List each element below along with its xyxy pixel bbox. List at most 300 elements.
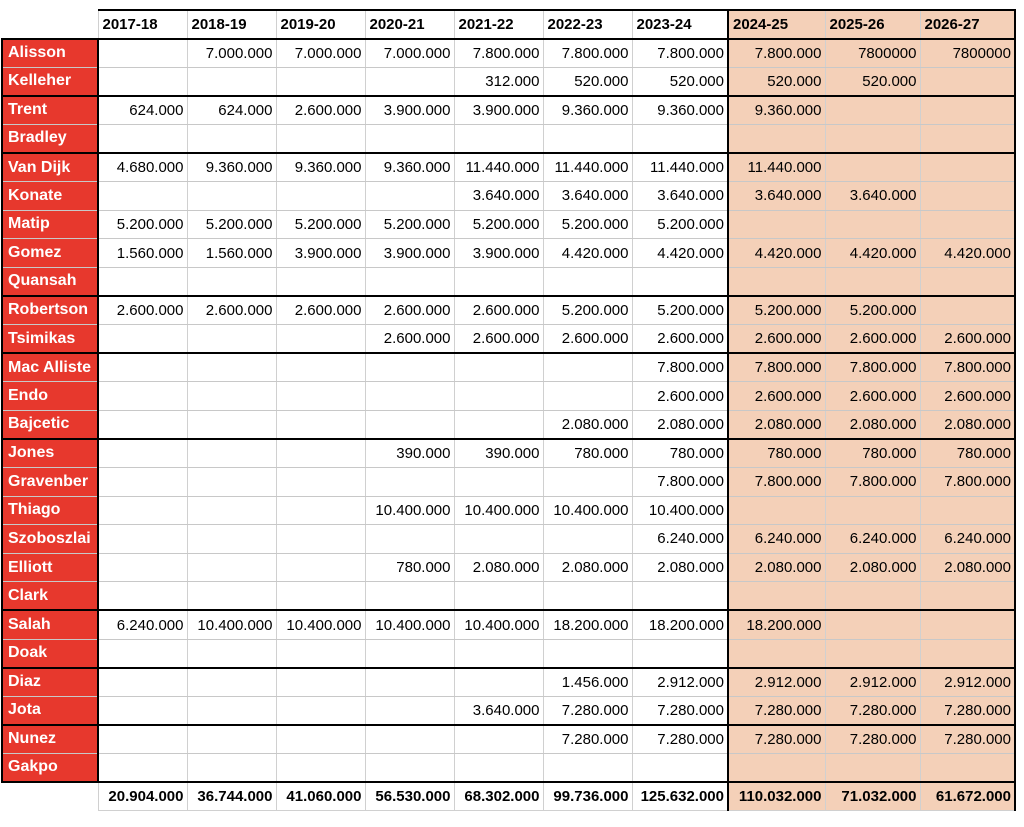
salary-cell[interactable] — [276, 382, 365, 411]
salary-cell[interactable]: 18.200.000 — [543, 610, 632, 639]
salary-cell[interactable] — [365, 525, 454, 554]
salary-cell[interactable]: 7800000 — [920, 39, 1015, 68]
salary-cell[interactable]: 390.000 — [454, 439, 543, 468]
salary-cell[interactable] — [920, 639, 1015, 668]
salary-cell[interactable]: 3.900.000 — [276, 239, 365, 268]
salary-cell[interactable]: 11.440.000 — [728, 153, 825, 182]
salary-cell[interactable]: 520.000 — [825, 67, 920, 96]
salary-cell[interactable]: 7.800.000 — [825, 468, 920, 497]
salary-cell[interactable]: 5.200.000 — [98, 210, 187, 239]
salary-cell[interactable]: 5.200.000 — [825, 296, 920, 325]
salary-cell[interactable] — [98, 439, 187, 468]
salary-cell[interactable]: 2.080.000 — [825, 553, 920, 582]
player-name[interactable]: Quansah — [2, 267, 98, 296]
salary-cell[interactable] — [454, 525, 543, 554]
salary-cell[interactable] — [454, 582, 543, 611]
salary-cell[interactable]: 10.400.000 — [543, 496, 632, 525]
salary-cell[interactable] — [920, 124, 1015, 153]
salary-cell[interactable]: 7.000.000 — [365, 39, 454, 68]
salary-cell[interactable] — [187, 668, 276, 697]
salary-cell[interactable] — [543, 353, 632, 382]
salary-cell[interactable] — [187, 353, 276, 382]
player-name[interactable]: Mac Alliste — [2, 353, 98, 382]
salary-cell[interactable]: 5.200.000 — [543, 296, 632, 325]
salary-cell[interactable] — [187, 410, 276, 439]
salary-cell[interactable]: 2.080.000 — [543, 553, 632, 582]
salary-cell[interactable] — [98, 725, 187, 754]
salary-cell[interactable] — [276, 696, 365, 725]
salary-cell[interactable] — [365, 67, 454, 96]
salary-cell[interactable]: 312.000 — [454, 67, 543, 96]
salary-cell[interactable] — [632, 639, 728, 668]
salary-cell[interactable]: 2.912.000 — [825, 668, 920, 697]
salary-cell[interactable] — [825, 153, 920, 182]
season-header[interactable]: 2018-19 — [187, 10, 276, 39]
salary-cell[interactable]: 7.280.000 — [543, 725, 632, 754]
salary-cell[interactable]: 2.912.000 — [632, 668, 728, 697]
salary-cell[interactable]: 7.280.000 — [825, 696, 920, 725]
total-cell[interactable]: 71.032.000 — [825, 782, 920, 811]
total-cell[interactable]: 56.530.000 — [365, 782, 454, 811]
salary-cell[interactable]: 3.900.000 — [365, 96, 454, 125]
salary-cell[interactable] — [365, 468, 454, 497]
player-name[interactable]: Doak — [2, 639, 98, 668]
salary-cell[interactable] — [187, 496, 276, 525]
salary-cell[interactable]: 2.080.000 — [632, 410, 728, 439]
salary-cell[interactable] — [98, 696, 187, 725]
player-name[interactable]: Alisson — [2, 39, 98, 68]
salary-cell[interactable]: 7.280.000 — [543, 696, 632, 725]
player-name[interactable]: Endo — [2, 382, 98, 411]
total-cell[interactable]: 99.736.000 — [543, 782, 632, 811]
salary-cell[interactable] — [825, 124, 920, 153]
player-name[interactable]: Bradley — [2, 124, 98, 153]
salary-cell[interactable]: 7.800.000 — [825, 353, 920, 382]
player-name[interactable]: Clark — [2, 582, 98, 611]
player-name[interactable]: Gomez — [2, 239, 98, 268]
salary-cell[interactable]: 2.080.000 — [728, 553, 825, 582]
salary-cell[interactable]: 3.640.000 — [454, 182, 543, 211]
salary-cell[interactable]: 4.680.000 — [98, 153, 187, 182]
salary-cell[interactable]: 3.640.000 — [728, 182, 825, 211]
salary-cell[interactable] — [187, 639, 276, 668]
salary-cell[interactable]: 18.200.000 — [632, 610, 728, 639]
salary-cell[interactable] — [454, 410, 543, 439]
salary-cell[interactable] — [728, 210, 825, 239]
salary-cell[interactable]: 2.600.000 — [632, 382, 728, 411]
salary-cell[interactable]: 7.800.000 — [454, 39, 543, 68]
salary-cell[interactable] — [920, 267, 1015, 296]
player-name[interactable]: Diaz — [2, 668, 98, 697]
salary-cell[interactable]: 7.280.000 — [920, 696, 1015, 725]
salary-cell[interactable] — [98, 182, 187, 211]
salary-cell[interactable]: 9.360.000 — [187, 153, 276, 182]
salary-cell[interactable] — [365, 696, 454, 725]
salary-cell[interactable] — [543, 468, 632, 497]
salary-cell[interactable]: 780.000 — [632, 439, 728, 468]
salary-cell[interactable] — [920, 753, 1015, 782]
salary-cell[interactable]: 9.360.000 — [365, 153, 454, 182]
season-header[interactable]: 2017-18 — [98, 10, 187, 39]
salary-cell[interactable]: 4.420.000 — [543, 239, 632, 268]
salary-cell[interactable]: 7.800.000 — [728, 468, 825, 497]
salary-cell[interactable]: 624.000 — [98, 96, 187, 125]
salary-cell[interactable]: 7.800.000 — [920, 468, 1015, 497]
player-name[interactable]: Gakpo — [2, 753, 98, 782]
salary-cell[interactable]: 3.900.000 — [454, 239, 543, 268]
player-name[interactable]: Van Dijk — [2, 153, 98, 182]
salary-cell[interactable]: 3.640.000 — [454, 696, 543, 725]
player-name[interactable]: Szoboszlai — [2, 525, 98, 554]
salary-cell[interactable] — [276, 525, 365, 554]
salary-cell[interactable]: 7.280.000 — [825, 725, 920, 754]
salary-cell[interactable] — [825, 210, 920, 239]
salary-cell[interactable] — [98, 382, 187, 411]
salary-cell[interactable] — [920, 582, 1015, 611]
salary-cell[interactable] — [187, 382, 276, 411]
salary-cell[interactable]: 780.000 — [543, 439, 632, 468]
salary-cell[interactable] — [632, 267, 728, 296]
salary-cell[interactable] — [187, 582, 276, 611]
salary-cell[interactable]: 4.420.000 — [825, 239, 920, 268]
salary-cell[interactable] — [98, 410, 187, 439]
total-cell[interactable]: 41.060.000 — [276, 782, 365, 811]
salary-cell[interactable] — [543, 124, 632, 153]
salary-cell[interactable]: 18.200.000 — [728, 610, 825, 639]
salary-cell[interactable]: 6.240.000 — [920, 525, 1015, 554]
salary-cell[interactable] — [543, 525, 632, 554]
salary-cell[interactable]: 3.900.000 — [454, 96, 543, 125]
player-name[interactable]: Bajcetic — [2, 410, 98, 439]
salary-cell[interactable] — [365, 668, 454, 697]
player-name[interactable]: Thiago — [2, 496, 98, 525]
season-header[interactable]: 2022-23 — [543, 10, 632, 39]
salary-cell[interactable] — [543, 382, 632, 411]
salary-cell[interactable]: 7800000 — [825, 39, 920, 68]
salary-cell[interactable] — [920, 496, 1015, 525]
salary-cell[interactable] — [276, 496, 365, 525]
salary-cell[interactable] — [728, 753, 825, 782]
salary-cell[interactable]: 6.240.000 — [728, 525, 825, 554]
salary-cell[interactable]: 7.800.000 — [543, 39, 632, 68]
season-header[interactable]: 2024-25 — [728, 10, 825, 39]
salary-cell[interactable] — [825, 496, 920, 525]
salary-cell[interactable]: 11.440.000 — [454, 153, 543, 182]
salary-cell[interactable]: 2.600.000 — [365, 325, 454, 354]
salary-cell[interactable] — [276, 410, 365, 439]
season-header[interactable]: 2021-22 — [454, 10, 543, 39]
salary-cell[interactable] — [920, 182, 1015, 211]
salary-cell[interactable] — [365, 753, 454, 782]
salary-cell[interactable]: 520.000 — [632, 67, 728, 96]
salary-cell[interactable] — [98, 496, 187, 525]
totals-label-cell[interactable] — [2, 782, 98, 811]
salary-cell[interactable]: 2.080.000 — [920, 553, 1015, 582]
salary-cell[interactable]: 9.360.000 — [543, 96, 632, 125]
salary-cell[interactable] — [920, 210, 1015, 239]
salary-cell[interactable] — [276, 639, 365, 668]
salary-cell[interactable]: 2.600.000 — [920, 325, 1015, 354]
salary-cell[interactable]: 11.440.000 — [632, 153, 728, 182]
salary-cell[interactable]: 7.800.000 — [728, 353, 825, 382]
salary-cell[interactable]: 2.600.000 — [632, 325, 728, 354]
salary-cell[interactable] — [98, 124, 187, 153]
salary-cell[interactable] — [187, 124, 276, 153]
salary-cell[interactable]: 2.600.000 — [728, 382, 825, 411]
salary-cell[interactable]: 10.400.000 — [365, 496, 454, 525]
salary-cell[interactable]: 1.456.000 — [543, 668, 632, 697]
salary-cell[interactable]: 2.600.000 — [98, 296, 187, 325]
salary-cell[interactable] — [187, 525, 276, 554]
salary-cell[interactable]: 7.800.000 — [632, 468, 728, 497]
salary-cell[interactable] — [276, 325, 365, 354]
salary-cell[interactable]: 4.420.000 — [920, 239, 1015, 268]
salary-cell[interactable] — [276, 725, 365, 754]
salary-cell[interactable]: 2.600.000 — [454, 325, 543, 354]
player-name[interactable]: Elliott — [2, 553, 98, 582]
salary-cell[interactable]: 2.912.000 — [728, 668, 825, 697]
salary-cell[interactable]: 5.200.000 — [632, 296, 728, 325]
salary-cell[interactable] — [98, 668, 187, 697]
salary-cell[interactable]: 780.000 — [825, 439, 920, 468]
salary-cell[interactable]: 2.600.000 — [276, 296, 365, 325]
salary-cell[interactable] — [187, 267, 276, 296]
salary-cell[interactable]: 780.000 — [728, 439, 825, 468]
salary-cell[interactable]: 9.360.000 — [632, 96, 728, 125]
salary-cell[interactable]: 6.240.000 — [98, 610, 187, 639]
player-name[interactable]: Robertson — [2, 296, 98, 325]
salary-cell[interactable] — [98, 468, 187, 497]
player-name[interactable]: Kelleher — [2, 67, 98, 96]
salary-cell[interactable] — [365, 267, 454, 296]
salary-cell[interactable] — [276, 468, 365, 497]
salary-cell[interactable]: 2.080.000 — [632, 553, 728, 582]
salary-cell[interactable]: 6.240.000 — [825, 525, 920, 554]
salary-cell[interactable]: 3.640.000 — [632, 182, 728, 211]
salary-cell[interactable] — [365, 124, 454, 153]
salary-cell[interactable]: 3.640.000 — [825, 182, 920, 211]
salary-cell[interactable] — [454, 668, 543, 697]
salary-cell[interactable] — [365, 182, 454, 211]
salary-cell[interactable]: 5.200.000 — [187, 210, 276, 239]
player-name[interactable]: Konate — [2, 182, 98, 211]
salary-cell[interactable] — [920, 610, 1015, 639]
salary-cell[interactable] — [454, 267, 543, 296]
player-name[interactable]: Salah — [2, 610, 98, 639]
salary-cell[interactable]: 2.080.000 — [920, 410, 1015, 439]
salary-cell[interactable]: 520.000 — [543, 67, 632, 96]
salary-cell[interactable] — [276, 267, 365, 296]
salary-cell[interactable] — [728, 124, 825, 153]
season-header[interactable]: 2026-27 — [920, 10, 1015, 39]
salary-cell[interactable]: 2.600.000 — [187, 296, 276, 325]
salary-cell[interactable]: 10.400.000 — [187, 610, 276, 639]
salary-cell[interactable]: 7.280.000 — [728, 725, 825, 754]
total-cell[interactable]: 110.032.000 — [728, 782, 825, 811]
salary-cell[interactable] — [825, 582, 920, 611]
salary-cell[interactable]: 10.400.000 — [365, 610, 454, 639]
salary-cell[interactable]: 5.200.000 — [728, 296, 825, 325]
salary-cell[interactable]: 390.000 — [365, 439, 454, 468]
salary-cell[interactable]: 3.900.000 — [365, 239, 454, 268]
salary-cell[interactable] — [728, 496, 825, 525]
salary-cell[interactable] — [825, 96, 920, 125]
salary-cell[interactable]: 2.600.000 — [276, 96, 365, 125]
salary-cell[interactable]: 7.280.000 — [920, 725, 1015, 754]
salary-cell[interactable] — [454, 753, 543, 782]
salary-cell[interactable]: 7.280.000 — [632, 725, 728, 754]
player-name[interactable]: Matip — [2, 210, 98, 239]
salary-cell[interactable] — [543, 267, 632, 296]
total-cell[interactable]: 68.302.000 — [454, 782, 543, 811]
salary-cell[interactable]: 5.200.000 — [632, 210, 728, 239]
salary-cell[interactable] — [276, 668, 365, 697]
salary-cell[interactable]: 2.600.000 — [920, 382, 1015, 411]
salary-cell[interactable] — [728, 267, 825, 296]
salary-cell[interactable] — [276, 124, 365, 153]
player-name[interactable]: Jota — [2, 696, 98, 725]
salary-cell[interactable]: 2.600.000 — [543, 325, 632, 354]
salary-cell[interactable] — [454, 353, 543, 382]
season-header[interactable]: 2025-26 — [825, 10, 920, 39]
salary-cell[interactable] — [98, 325, 187, 354]
salary-cell[interactable] — [543, 582, 632, 611]
salary-cell[interactable] — [98, 639, 187, 668]
salary-cell[interactable]: 2.600.000 — [825, 325, 920, 354]
salary-cell[interactable]: 2.600.000 — [728, 325, 825, 354]
salary-cell[interactable]: 2.600.000 — [825, 382, 920, 411]
salary-cell[interactable] — [365, 582, 454, 611]
corner-cell[interactable] — [2, 10, 98, 39]
salary-cell[interactable]: 2.080.000 — [825, 410, 920, 439]
salary-cell[interactable] — [454, 382, 543, 411]
salary-cell[interactable]: 1.560.000 — [187, 239, 276, 268]
salary-cell[interactable]: 10.400.000 — [632, 496, 728, 525]
salary-cell[interactable] — [187, 439, 276, 468]
player-name[interactable]: Nunez — [2, 725, 98, 754]
salary-cell[interactable] — [98, 267, 187, 296]
salary-cell[interactable] — [365, 353, 454, 382]
salary-cell[interactable]: 10.400.000 — [276, 610, 365, 639]
salary-cell[interactable]: 2.600.000 — [365, 296, 454, 325]
salary-cell[interactable]: 9.360.000 — [728, 96, 825, 125]
salary-cell[interactable] — [98, 553, 187, 582]
salary-cell[interactable] — [98, 582, 187, 611]
salary-cell[interactable] — [276, 353, 365, 382]
salary-cell[interactable] — [365, 382, 454, 411]
salary-cell[interactable] — [632, 753, 728, 782]
salary-cell[interactable]: 7.800.000 — [728, 39, 825, 68]
salary-cell[interactable]: 4.420.000 — [632, 239, 728, 268]
salary-cell[interactable]: 4.420.000 — [728, 239, 825, 268]
salary-cell[interactable] — [920, 153, 1015, 182]
salary-cell[interactable] — [632, 124, 728, 153]
salary-cell[interactable] — [728, 639, 825, 668]
salary-cell[interactable] — [825, 639, 920, 668]
salary-cell[interactable] — [825, 753, 920, 782]
salary-cell[interactable]: 7.000.000 — [187, 39, 276, 68]
salary-cell[interactable] — [454, 725, 543, 754]
salary-cell[interactable]: 2.080.000 — [454, 553, 543, 582]
salary-cell[interactable] — [187, 325, 276, 354]
salary-cell[interactable] — [187, 468, 276, 497]
salary-cell[interactable]: 520.000 — [728, 67, 825, 96]
salary-cell[interactable] — [454, 124, 543, 153]
salary-cell[interactable] — [276, 582, 365, 611]
salary-cell[interactable]: 10.400.000 — [454, 610, 543, 639]
salary-cell[interactable]: 10.400.000 — [454, 496, 543, 525]
total-cell[interactable]: 61.672.000 — [920, 782, 1015, 811]
salary-cell[interactable] — [920, 96, 1015, 125]
salary-cell[interactable] — [920, 67, 1015, 96]
salary-cell[interactable] — [98, 525, 187, 554]
salary-cell[interactable]: 7.800.000 — [632, 39, 728, 68]
salary-cell[interactable] — [187, 67, 276, 96]
salary-cell[interactable] — [276, 439, 365, 468]
salary-cell[interactable] — [728, 582, 825, 611]
salary-cell[interactable] — [365, 725, 454, 754]
salary-cell[interactable] — [920, 296, 1015, 325]
salary-cell[interactable]: 6.240.000 — [632, 525, 728, 554]
salary-cell[interactable] — [276, 753, 365, 782]
salary-cell[interactable] — [454, 639, 543, 668]
salary-cell[interactable]: 780.000 — [365, 553, 454, 582]
total-cell[interactable]: 125.632.000 — [632, 782, 728, 811]
salary-cell[interactable]: 7.800.000 — [632, 353, 728, 382]
salary-cell[interactable] — [454, 468, 543, 497]
season-header[interactable]: 2023-24 — [632, 10, 728, 39]
salary-cell[interactable] — [98, 67, 187, 96]
salary-cell[interactable]: 7.280.000 — [728, 696, 825, 725]
salary-cell[interactable]: 2.080.000 — [728, 410, 825, 439]
salary-cell[interactable]: 624.000 — [187, 96, 276, 125]
salary-cell[interactable]: 2.080.000 — [543, 410, 632, 439]
salary-cell[interactable] — [365, 639, 454, 668]
salary-cell[interactable] — [632, 582, 728, 611]
salary-cell[interactable] — [98, 39, 187, 68]
salary-cell[interactable]: 5.200.000 — [365, 210, 454, 239]
season-header[interactable]: 2019-20 — [276, 10, 365, 39]
salary-cell[interactable]: 5.200.000 — [454, 210, 543, 239]
salary-cell[interactable]: 5.200.000 — [276, 210, 365, 239]
salary-cell[interactable] — [543, 639, 632, 668]
salary-cell[interactable] — [825, 267, 920, 296]
total-cell[interactable]: 20.904.000 — [98, 782, 187, 811]
salary-cell[interactable]: 1.560.000 — [98, 239, 187, 268]
salary-cell[interactable] — [187, 553, 276, 582]
salary-cell[interactable] — [187, 696, 276, 725]
salary-cell[interactable] — [276, 67, 365, 96]
salary-cell[interactable]: 2.600.000 — [454, 296, 543, 325]
salary-cell[interactable]: 5.200.000 — [543, 210, 632, 239]
salary-cell[interactable]: 9.360.000 — [276, 153, 365, 182]
salary-cell[interactable]: 11.440.000 — [543, 153, 632, 182]
season-header[interactable]: 2020-21 — [365, 10, 454, 39]
salary-cell[interactable] — [543, 753, 632, 782]
salary-cell[interactable] — [187, 182, 276, 211]
player-name[interactable]: Jones — [2, 439, 98, 468]
salary-cell[interactable] — [187, 753, 276, 782]
salary-cell[interactable]: 2.912.000 — [920, 668, 1015, 697]
player-name[interactable]: Tsimikas — [2, 325, 98, 354]
salary-cell[interactable]: 3.640.000 — [543, 182, 632, 211]
salary-cell[interactable] — [98, 753, 187, 782]
salary-cell[interactable]: 7.280.000 — [632, 696, 728, 725]
salary-cell[interactable] — [276, 553, 365, 582]
salary-cell[interactable] — [365, 410, 454, 439]
salary-cell[interactable]: 7.000.000 — [276, 39, 365, 68]
salary-cell[interactable]: 780.000 — [920, 439, 1015, 468]
